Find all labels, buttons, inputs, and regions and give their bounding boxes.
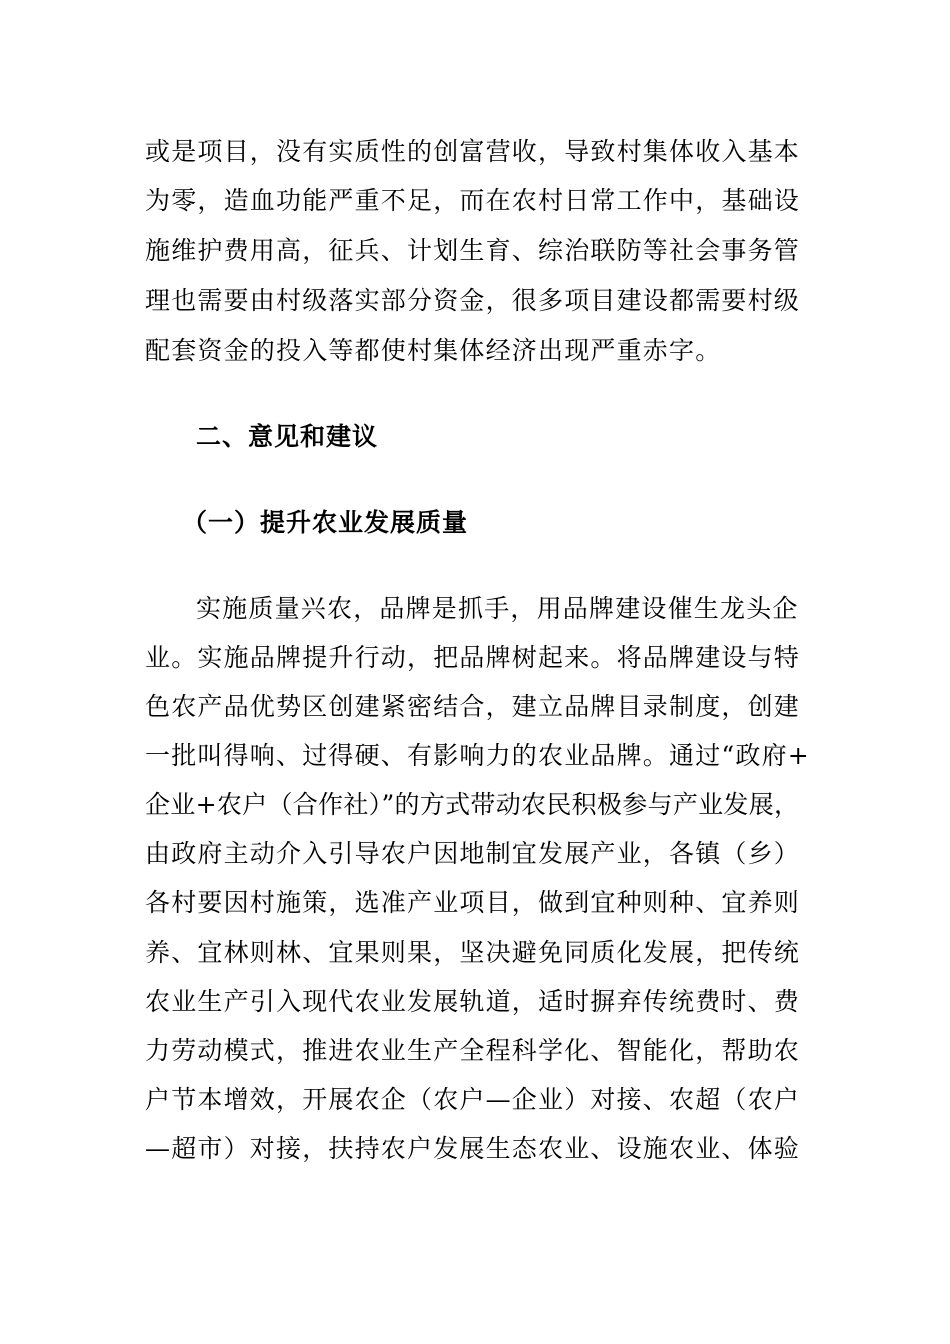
text-line: —超市）对接，扶持农户发展生态农业、设施农业、体验 xyxy=(145,1134,801,1163)
text-line: 企业+农户（合作社）”的方式带动农民积极参与产业发展， xyxy=(145,790,800,819)
text-line: 配套资金的投入等都使村集体经济出现严重赤字。 xyxy=(145,336,722,365)
text-line: 理也需要由村级落实部分资金，很多项目建设都需要村级 xyxy=(145,286,801,315)
text-line: 为零，造血功能严重不足，而在农村日常工作中，基础设 xyxy=(145,186,801,215)
text-line: 一批叫得响、过得硬、有影响力的农业品牌。通过“政府+ xyxy=(145,741,810,770)
text-line: 或是项目，没有实质性的创富营收，导致村集体收入基本 xyxy=(145,137,801,166)
text-line: 各村要因村施策，选准产业项目，做到宜种则种、宜养则 xyxy=(145,888,801,917)
text-line: 施维护费用高，征兵、计划生育、综治联防等社会事务管 xyxy=(145,236,801,265)
text-line: 实施质量兴农，品牌是抓手，用品牌建设催生龙头企 xyxy=(196,594,799,623)
subsection-heading: （一）提升农业发展质量 xyxy=(182,508,469,537)
text-line: 业。实施品牌提升行动，把品牌树起来。将品牌建设与特 xyxy=(145,643,801,672)
section-heading: 二、意见和建议 xyxy=(196,422,379,451)
text-line: 力劳动模式，推进农业生产全程科学化、智能化，帮助农 xyxy=(145,1036,801,1065)
text-line: 农业生产引入现代农业发展轨道，适时摒弃传统费时、费 xyxy=(145,987,801,1016)
text-line: 由政府主动介入引导农户因地制宜发展产业，各镇（乡） xyxy=(145,839,801,868)
text-line: 户节本增效，开展农企（农户—企业）对接、农超（农户 xyxy=(145,1085,801,1114)
text-line: 色农产品优势区创建紧密结合，建立品牌目录制度，创建 xyxy=(145,692,801,721)
text-line: 养、宜林则林、宜果则果，坚决避免同质化发展，把传统 xyxy=(145,938,801,967)
